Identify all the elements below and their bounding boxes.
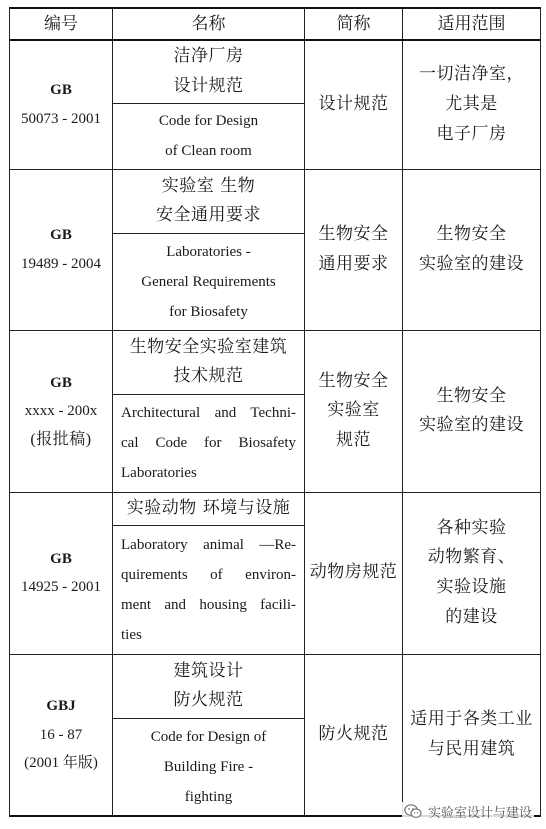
short-line: 规范	[336, 430, 371, 451]
name-cn-cell	[113, 169, 305, 234]
code-number: xxxx - 200x	[24, 403, 98, 420]
name-cn-line: 实验室 生物	[161, 175, 256, 196]
short-cell	[305, 169, 403, 330]
name-cn-line: 建筑设计	[173, 660, 244, 681]
watermark	[402, 802, 534, 821]
name-en-line: Laboratory animal —Re-	[121, 536, 296, 553]
standards-table	[9, 7, 541, 817]
scope-cell	[403, 492, 541, 654]
code-number: 14925 - 2001	[21, 579, 101, 596]
name-en-line: Laboratories -	[166, 244, 251, 261]
scope-line: 生物安全	[436, 385, 507, 406]
short-line: 实验室	[327, 400, 380, 421]
code-prefix: GB	[50, 374, 72, 391]
name-cn-line: 设计规范	[173, 76, 244, 97]
table-row	[10, 331, 541, 395]
name-cn-line: 生物安全实验室建筑	[129, 336, 288, 357]
header-name: 名称	[113, 8, 305, 40]
name-en-line: fighting	[184, 788, 233, 805]
short-cell	[305, 331, 403, 492]
scope-line: 动物繁育、	[427, 547, 516, 568]
name-en-line: Architectural and Techni-	[121, 405, 296, 422]
short-cell	[305, 654, 403, 816]
name-en-line: Laboratories	[121, 465, 197, 482]
short-cell	[305, 40, 403, 169]
table-row	[10, 169, 541, 234]
scope-line: 生物安全	[436, 224, 507, 245]
wechat-icon	[404, 804, 422, 819]
header-short: 简称	[305, 8, 403, 40]
name-cn-line: 技术规范	[173, 366, 244, 387]
scope-line: 实验设施	[436, 577, 507, 598]
code-cell	[10, 331, 113, 492]
name-cn-line: 实验动物 环境与设施	[126, 497, 291, 518]
name-en-line: of Clean room	[165, 143, 252, 160]
scope-cell	[403, 331, 541, 492]
name-en-cell	[113, 525, 305, 654]
short-line: 防火规范	[318, 724, 389, 745]
name-en-line: General Requirements	[141, 274, 276, 291]
name-en-line: Code for Design	[158, 113, 259, 130]
scope-line: 各种实验	[436, 517, 507, 538]
code-number: 16 - 87	[39, 726, 83, 743]
name-en-line: for Biosafety	[169, 304, 248, 321]
code-cell	[10, 169, 113, 330]
watermark-text: 实验室设计与建设	[427, 806, 532, 821]
name-cn-cell	[113, 654, 305, 718]
code-cell	[10, 40, 113, 169]
code-prefix: GB	[50, 550, 72, 567]
name-cn-cell	[113, 40, 305, 104]
table-row	[10, 654, 541, 718]
scope-line: 适用于各类工业	[410, 709, 533, 730]
name-en-line: ment and housing facili-	[121, 596, 296, 613]
scope-cell	[403, 169, 541, 330]
code-cell	[10, 492, 113, 654]
name-cn-cell	[113, 492, 305, 525]
code-number: 50073 - 2001	[21, 110, 101, 127]
header-code: 编号	[10, 8, 113, 40]
code-cell	[10, 654, 113, 816]
scope-line: 实验室的建设	[419, 415, 524, 436]
code-number: 19489 - 2004	[21, 255, 101, 272]
name-en-line: Building Fire -	[163, 758, 254, 775]
scope-cell	[403, 40, 541, 169]
name-cn-cell	[113, 331, 305, 395]
table-row	[10, 40, 541, 104]
scope-line: 尤其是	[445, 93, 498, 114]
name-en-line: quirements of environ-	[121, 566, 296, 583]
table-row	[10, 492, 541, 525]
scope-line: 的建设	[445, 606, 498, 627]
name-cn-line: 安全通用要求	[156, 205, 261, 226]
header-row	[10, 8, 541, 40]
code-prefix: GB	[50, 82, 72, 99]
name-cn-line: 防火规范	[173, 690, 244, 711]
short-cell	[305, 492, 403, 654]
short-line: 通用要求	[318, 253, 389, 274]
name-en-cell	[113, 234, 305, 331]
short-line: 生物安全	[318, 224, 389, 245]
code-note: (2001 年版)	[24, 755, 98, 772]
name-en-cell	[113, 104, 305, 170]
name-en-line: ties	[121, 626, 142, 643]
name-en-cell	[113, 394, 305, 492]
scope-cell	[403, 654, 541, 816]
scope-line: 电子厂房	[436, 123, 507, 144]
name-en-cell	[113, 718, 305, 816]
short-line: 生物安全	[318, 370, 389, 391]
name-en-line: cal Code for Biosafety	[121, 435, 296, 452]
code-prefix: GBJ	[46, 698, 76, 715]
name-cn-line: 洁净厂房	[173, 46, 244, 67]
scope-line: 一切洁净室，	[419, 64, 524, 85]
header-scope: 适用范围	[403, 8, 541, 40]
scope-line: 与民用建筑	[427, 738, 516, 759]
scope-line: 实验室的建设	[419, 253, 524, 274]
standards-table-container	[9, 7, 540, 817]
short-line: 设计规范	[318, 93, 389, 114]
code-prefix: GB	[50, 227, 72, 244]
short-line: 动物房规范	[309, 562, 398, 583]
name-en-line: Code for Design of	[150, 728, 267, 745]
code-note: (报批稿)	[30, 430, 92, 448]
